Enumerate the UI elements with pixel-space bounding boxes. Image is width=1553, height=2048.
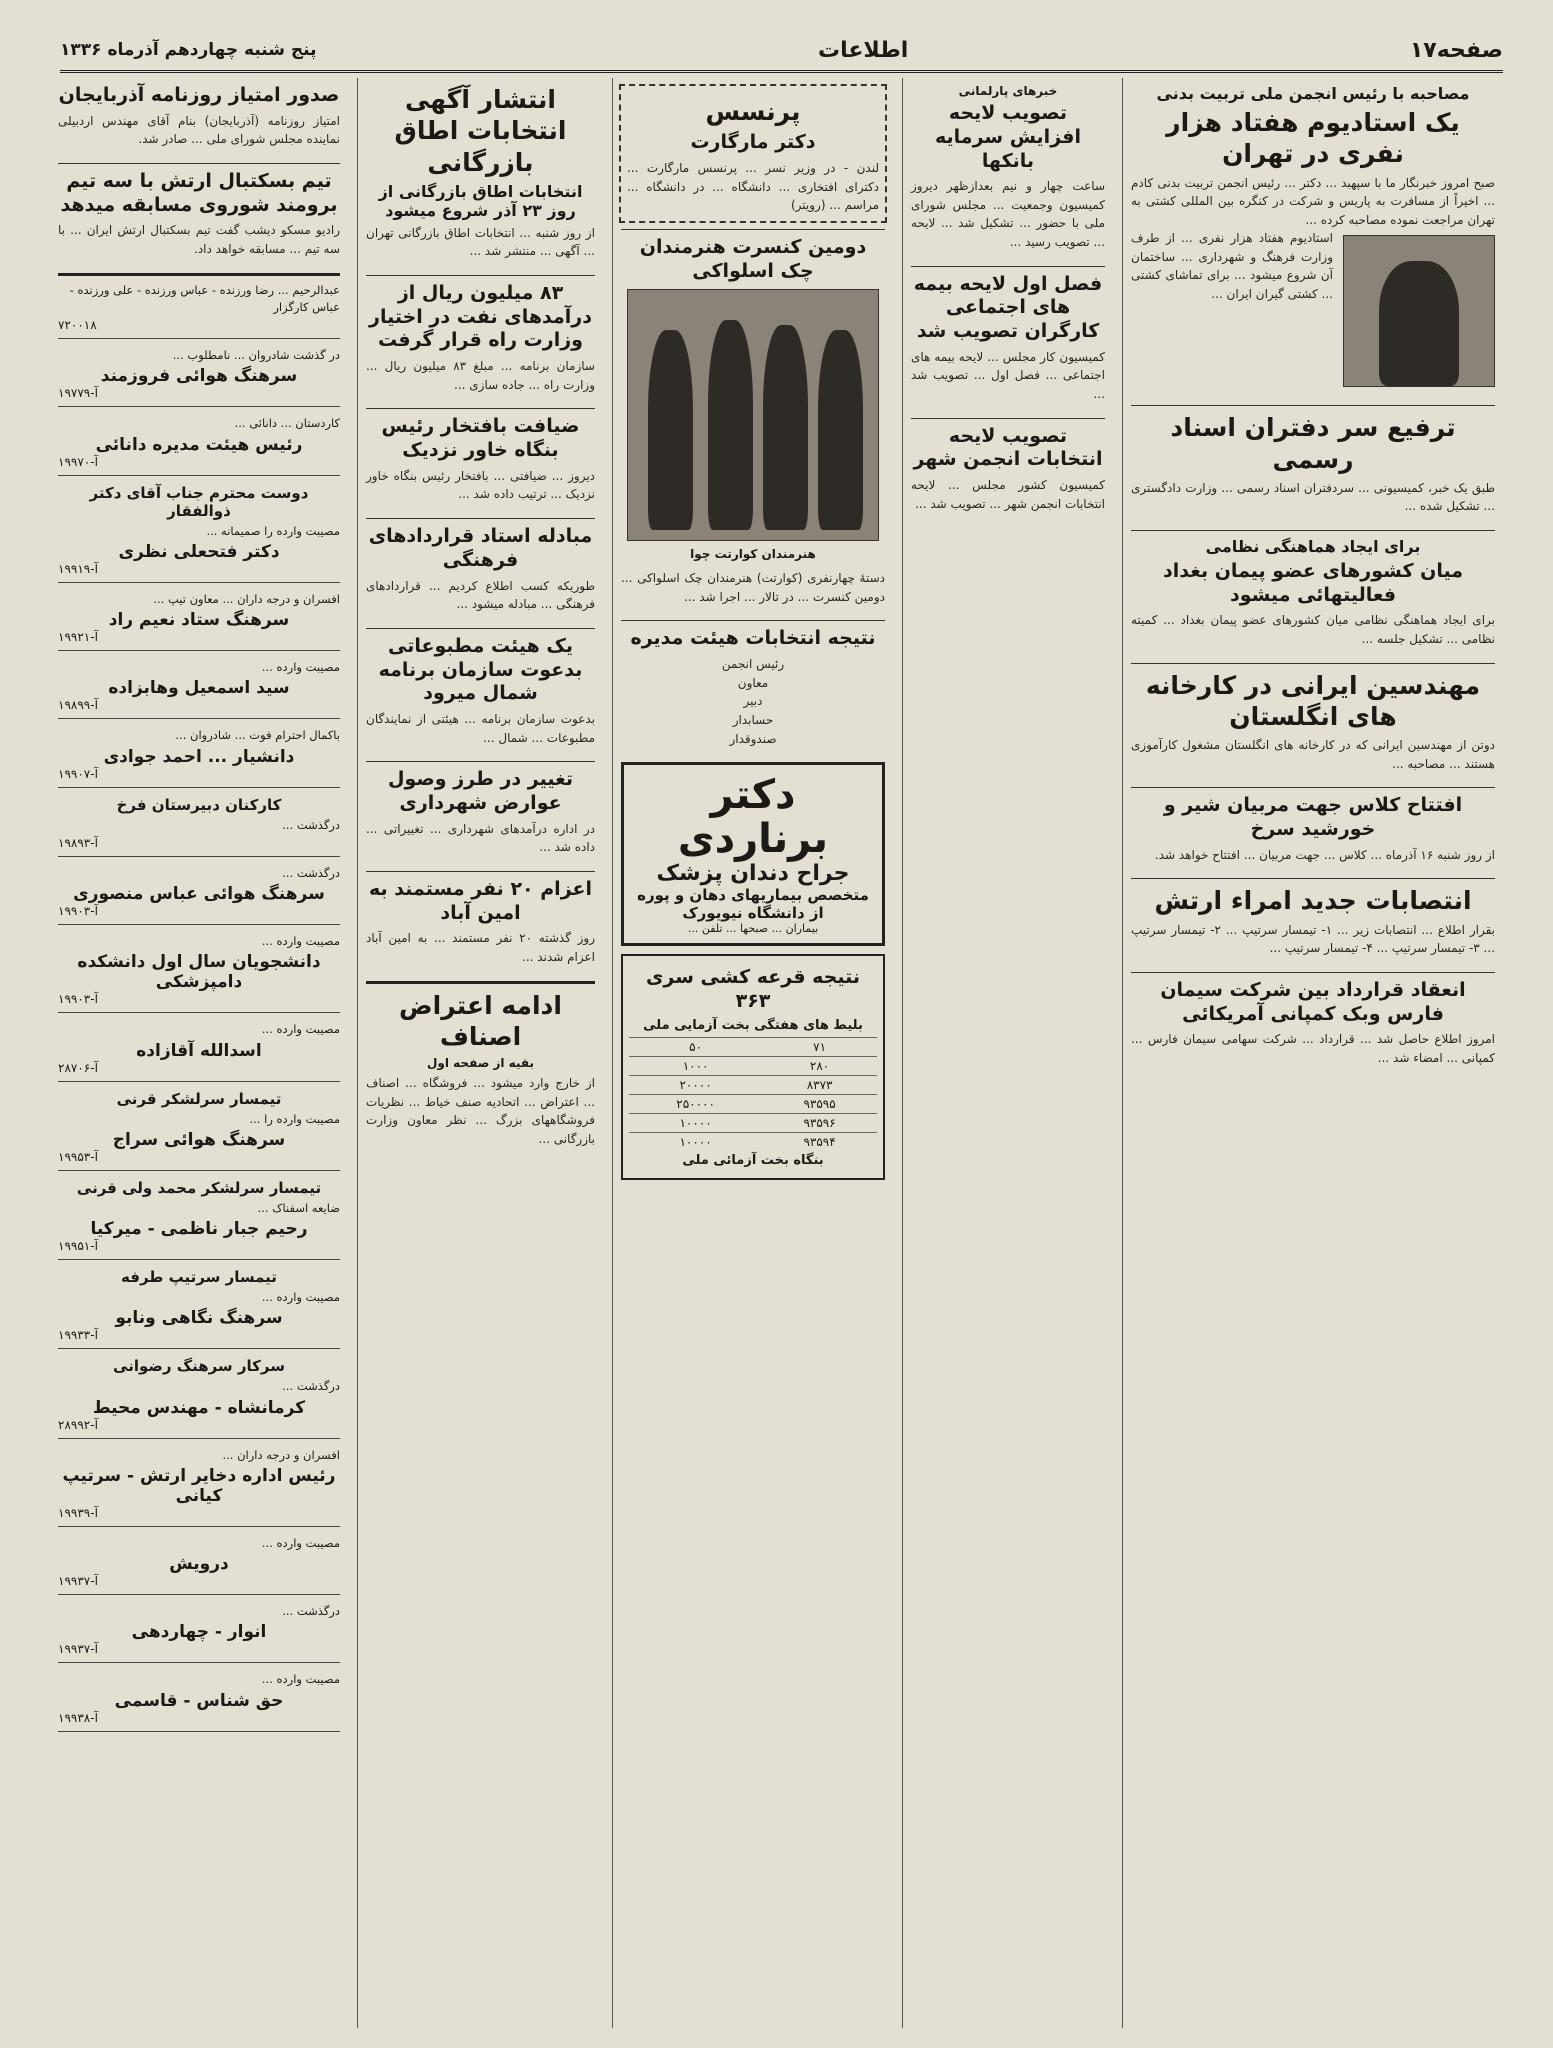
- condolence-notice: [58, 933, 340, 1013]
- condolence-notice: [58, 1090, 340, 1171]
- condolence-notice: [58, 591, 340, 651]
- notice-signature: رحیم جبار ناظمی - میرکیا: [90, 1219, 308, 1240]
- notice-title: تیمسار سرلشکر محمد ولی قرنی: [76, 1178, 322, 1197]
- number-cell: ۲۸۰: [762, 1056, 877, 1075]
- article-headline: یک استادیوم هفتاد هزار نفری در تهران: [1166, 108, 1460, 169]
- article-stadium: [1131, 84, 1495, 391]
- ad-name: دکتر برناردی: [677, 772, 829, 863]
- notice-signature: انوار - چهاردهی: [131, 1622, 267, 1643]
- photo-caption: هنرمندان کوارتت چوا: [690, 547, 816, 562]
- article-headline: تصویب لایحه افزایش سرمایه بانکها: [935, 102, 1081, 172]
- table-row: [629, 1132, 877, 1151]
- notice-title: کارکنان دبیرستان فرخ: [116, 795, 282, 814]
- number-cell: ۸۳۷۳: [762, 1075, 877, 1094]
- notice-title: تیمسار سرتیپ طرفه: [121, 1268, 277, 1287]
- notice-text: مصیبت وارده ...: [261, 1290, 340, 1305]
- article-body: سازمان برنامه ... مبلغ ۸۳ میلیون ریال ... وزارت راه ... جاده سازی ...: [366, 359, 595, 392]
- notice-title: دوست محترم جناب آقای دکتر ذوالفقار: [89, 483, 309, 520]
- condolence-notice: [58, 865, 340, 925]
- article-headline: میان کشورهای عضو پیمان بغداد فعالیتهائی میشود: [1163, 559, 1463, 606]
- board-role: رئیس انجمن: [721, 657, 785, 672]
- article-headline: تیم بسکتبال ارتش با سه تیم برومند شوروی مسابقه میدهد: [60, 169, 338, 216]
- article-headline: ضیافت بافتخار رئیس بنگاه خاور نزدیک: [381, 415, 580, 462]
- notice-text: عبدالرحیم ... رضا ورزنده - عباس ورزنده - علی ورزنده - عباس کارگزار: [69, 282, 340, 314]
- notice-signature: حق شناس - قاسمی: [114, 1690, 284, 1711]
- article-body: برای ایجاد هماهنگی نظامی میان کشورهای عضو پیمان بغداد ... کمیته نظامی ... تشکیل جلسه ...: [1131, 613, 1495, 647]
- notice-text: افسران و درجه داران ...: [222, 1447, 340, 1462]
- article-body: از خارج وارد میشود ... فروشگاه ... اصناف ... اعتراض ... اتحادیه صنف خیاط ... نظریات فروشگاههای بزرگ ... نظر معاون وزارت بازرگانی ...: [366, 1076, 595, 1146]
- article-body: امروز اطلاع حاصل شد ... قرارداد ... شرکت سهامی سیمان فارس ... کمپانی ... امضاء شد ...: [1131, 1032, 1495, 1065]
- article-body-continued: استادیوم هفتاد هزار نفری ... از طرف وزارت فرهنگ و شهرداری ... ساختمان آن شروع میشود ... برای تماشای کشتی ... کشتی گیران ایران ...: [1131, 231, 1333, 302]
- number-cell: ۹۳۵۹۵: [762, 1094, 877, 1113]
- notice-text: مصیبت وارده ...: [261, 1535, 340, 1550]
- table-row: [629, 1113, 877, 1132]
- quartet-photo: [627, 289, 879, 541]
- notice-text: مصیبت وارده ...: [261, 934, 340, 949]
- article-body: طبق یک خبر، کمیسیونی ... سردفتران اسناد رسمی ... وزارت دادگستری ... تشکیل شده ...: [1131, 480, 1495, 514]
- article-body: دیروز ... ضیافتی ... بافتخار رئیس بنگاه خاور نزدیک ... ترتیب داده شد ...: [366, 468, 595, 502]
- notice-code: آ-۱۹۹۰۷: [58, 766, 98, 781]
- article-social-insurance: [911, 273, 1105, 404]
- article-municipal-tolls: [366, 768, 595, 857]
- lottery-headline: نتیجه قرعه کشی سری ۳۶۳: [646, 966, 860, 1012]
- article-kicker: مصاحبه با رئیس انجمن ملی تربیت بدنی: [1156, 84, 1470, 103]
- prize-cell: ۱۰۰۰۰: [629, 1113, 762, 1132]
- notice-code: آ-۱۹۹۳۳: [58, 1328, 98, 1343]
- paper-name: اطلاعات: [817, 37, 909, 63]
- notice-code: آ-۲۸۹۹۲: [58, 1417, 98, 1432]
- number-cell: ۹۳۵۹۴: [762, 1132, 877, 1151]
- condolence-notice: [58, 1447, 340, 1527]
- column-5: [50, 78, 348, 2028]
- board-role: حسابدار: [732, 713, 774, 727]
- article-princess-margaret: [619, 84, 887, 223]
- article-basketball: [58, 170, 340, 259]
- article-body: دستهٔ چهارنفری (کوارتت) هنرمندان چک اسلواکی ... دومین کنسرت ... در تالار ... اجرا شد ...: [621, 571, 885, 604]
- notice-code: آ-۱۹۹۳۸: [58, 1710, 98, 1725]
- article-body: روز گذشته ۲۰ نفر مستمند ... به امین آباد اعزام شدند ...: [366, 931, 596, 964]
- board-role: دبیر: [743, 694, 763, 709]
- notice-code: آ-۱۹۹۰۳: [58, 992, 98, 1007]
- board-role: صندوقدار: [729, 731, 777, 746]
- prize-cell: ۵۰: [629, 1037, 762, 1056]
- notice-signature: دانشجویان سال اول دانشکده دامپزشکی: [77, 952, 321, 993]
- column-4: [357, 78, 603, 2028]
- article-chamber-election: [366, 84, 595, 261]
- notice-code: آ-۱۹۸۹۳: [58, 835, 98, 850]
- table-row: [629, 1037, 877, 1056]
- lottery-table: [629, 1037, 877, 1151]
- notice-text: افسران و درجه داران ... معاون تیپ ...: [153, 591, 340, 606]
- article-amin-abad: [366, 878, 595, 967]
- notice-signature: اسدالله آقازاده: [136, 1040, 262, 1061]
- prize-cell: ۱۰۰۰۰: [629, 1132, 762, 1151]
- lottery-footer: بنگاه بخت آزمائی ملی: [682, 1152, 824, 1168]
- article-body: لندن - در وزیر نسر ... پرنسس مارگارت ... دکترای افتخاری ... دانشگاه ... در دانشگاه ... مراسم ... (رویتر): [627, 161, 879, 213]
- column-2: [902, 78, 1113, 2028]
- ad-title: جراح دندان پزشک: [656, 861, 850, 887]
- article-body: از روز شنبه ۱۶ آذرماه ... کلاس ... جهت مربیان ... افتتاح خواهد شد.: [1154, 847, 1495, 862]
- notice-signature: دانشیار ... احمد جوادی: [103, 746, 295, 767]
- notice-signature: سرهنگ هوائی سراج: [112, 1129, 286, 1150]
- article-press-delegation: [366, 635, 595, 747]
- condolence-notice: [58, 415, 340, 475]
- notice-signature: سرهنگ نگاهی ونابو: [115, 1308, 283, 1329]
- condolence-notice: [58, 1357, 340, 1438]
- notice-code: آ-۲۸۷۰۶: [58, 1060, 98, 1075]
- column-3: [612, 78, 893, 2028]
- notice-signature: رئیس اداره دخایر ارتش - سرتیپ کیانی: [62, 1465, 336, 1506]
- article-red-lion-class: [1131, 794, 1495, 864]
- notice-title: تیمسار سرلشکر قرنی: [116, 1089, 282, 1108]
- notice-signature: کرمانشاه - مهندس محیط: [92, 1397, 306, 1418]
- lottery-results: [621, 954, 885, 1180]
- notice-code: آ-۱۹۹۵۱: [58, 1239, 98, 1254]
- prize-cell: ۲۵۰۰۰۰: [629, 1094, 762, 1113]
- article-newspaper-license: [58, 84, 340, 149]
- article-body: در اداره درآمدهای شهرداری ... تغییراتی ... داده شد ...: [366, 821, 595, 855]
- article-continued-from: بقیه از صفحه اول: [426, 1056, 534, 1071]
- article-bank-capital: [911, 84, 1105, 252]
- condolence-notice: [58, 282, 340, 340]
- notice-text: مصیبت وارده را صمیمانه ...: [206, 523, 340, 538]
- notice-text: درگذشت ...: [282, 817, 340, 832]
- article-oil-revenue: [366, 282, 595, 394]
- notice-signature: رئیس هیئت مدیره دانائی: [95, 434, 303, 455]
- notice-signature: سرهنگ هوائی فروزمند: [100, 366, 298, 387]
- issue-date: پنج شنبه چهاردهم آذرماه ۱۳۳۶: [60, 40, 317, 60]
- condolence-notice: [58, 727, 340, 787]
- article-czech-concert: [621, 236, 885, 607]
- notice-code: آ-۱۹۹۲۱: [58, 630, 98, 645]
- condolence-notice: [58, 1179, 340, 1260]
- article-headline: مبادله استاد قراردادهای فرهنگی: [368, 525, 593, 571]
- article-body: طوریکه کسب اطلاع کردیم ... قراردادهای فرهنگی ... مبادله میشود ...: [366, 578, 595, 612]
- notice-signature: دکتر فتحعلی نظری: [118, 541, 280, 562]
- article-headline: اعزام ۲۰ نفر مستمند به امین آباد: [368, 877, 593, 924]
- condolence-notice: [58, 1671, 340, 1731]
- article-headline: نتیجه انتخابات هیئت مدیره: [630, 627, 876, 650]
- article-kicker: برای ایجاد هماهنگی نظامی: [1205, 536, 1421, 556]
- condolence-notice: [58, 1603, 340, 1663]
- notice-code: آ-۱۹۹۳۷: [58, 1642, 98, 1657]
- article-headline: تغییر در طرز وصول عوارض شهرداری: [388, 768, 573, 814]
- notice-text: ضایعه اسفناک ...: [257, 1200, 340, 1215]
- table-row: [629, 1075, 877, 1094]
- prize-cell: ۱۰۰۰: [629, 1056, 762, 1075]
- article-guild-protest: [366, 990, 595, 1149]
- notice-code: آ-۱۹۹۵۳: [58, 1149, 98, 1164]
- condolence-notice: [58, 347, 340, 407]
- ad-hours: بیماران ... صبحها ... تلفن ...: [687, 922, 819, 936]
- article-army-appointments: [1131, 885, 1495, 957]
- article-headline: فصل اول لایحه بیمه های اجتماعی کارگران تصویب شد: [913, 272, 1103, 343]
- condolence-notice: [58, 1535, 340, 1595]
- article-banquet: [366, 415, 595, 504]
- notice-text: کاردستان ... دانائی ...: [234, 416, 340, 431]
- ad-specialty: متخصص بیماریهای دهان و پوره: [637, 886, 869, 905]
- article-body: بدعوت سازمان برنامه ... هیئتی از نمایندگان مطبوعات ... شمال ...: [366, 712, 595, 745]
- portrait-photo: [1343, 235, 1495, 387]
- masthead: [60, 30, 1503, 73]
- notice-signature: درویش: [169, 1554, 229, 1575]
- notice-signature: سید اسمعیل وهابزاده: [108, 678, 290, 699]
- notice-code: آ-۱۹۹۳۷: [58, 1574, 98, 1589]
- article-board-election: [621, 627, 885, 748]
- notice-code: آ-۱۹۸۹۹: [58, 698, 98, 713]
- article-headline: افتتاح کلاس جهت مربیان شیر و خورشید سرخ: [1163, 794, 1463, 841]
- article-body: امتیاز روزنامه (آذربایجان) بنام آقای مهندس اردبیلی نماینده مجلس شورای ملی ... صادر شد.: [58, 113, 340, 147]
- article-body: بقرار اطلاع ... انتصابات زیر ... ۱- تیمسار سرتیپ ... ۲- تیمسار سرتیپ ... ۳- تیمسار سرتیپ ... ۴- تیمسار سرتیپ ...: [1131, 922, 1496, 956]
- article-headline: ۸۳ میلیون ریال از درآمدهای نفت در اختیار وزارت راه قرار گرفت: [369, 281, 592, 352]
- article-engineers: [1131, 670, 1495, 774]
- notice-signature: سرهنگ هوائی عباس منصوری: [73, 884, 325, 905]
- article-headline: صدور امتیاز روزنامه آذربایجان: [58, 84, 340, 106]
- condolence-notice: [58, 659, 340, 719]
- condolence-notice: [58, 796, 340, 857]
- article-city-council: [911, 425, 1105, 514]
- article-subheadline: دکتر مارگارت: [690, 131, 816, 154]
- number-cell: ۹۳۵۹۶: [762, 1113, 877, 1132]
- article-body: کمیسیون کار مجلس ... لایحه بیمه های اجتماعی ... فصل اول ... تصویب شد ...: [911, 349, 1105, 402]
- article-body: صبح امروز خبرنگار ما با سپهبد ... دکتر ... رئیس انجمن تربیت بدنی کادم ... اخیراً از مسافرت به پاریس و شرکت در کنگره بین المللی کشتی به تهران مراجعت نموده مصاحبه کرده ...: [1131, 175, 1495, 227]
- notice-code: آ-۱۹۹۳۹: [58, 1505, 98, 1520]
- notice-code: آ-۱۹۹۰۳: [58, 904, 98, 919]
- notice-code: آ-۱۹۷۷۹: [58, 386, 98, 401]
- notice-text: مصیبت وارده ...: [261, 660, 340, 675]
- article-headline: یک هیئت مطبوعاتی بدعوت سازمان برنامه شمال میرود: [378, 634, 583, 705]
- condolence-notice: [58, 484, 340, 583]
- table-row: [629, 1056, 877, 1075]
- notice-title: سرکار سرهنگ رضوانی: [113, 1357, 285, 1376]
- notice-text: مصیبت وارده ...: [261, 1672, 340, 1687]
- article-body: رادیو مسکو دیشب گفت تیم بسکتبال ارتش ایران ... با سه تیم ... مسابقه خواهد داد.: [58, 223, 340, 257]
- section-kicker: خبرهای پارلمانی: [958, 84, 1058, 98]
- notice-code: ۷۲۰۰۱۸: [58, 318, 97, 333]
- article-body: ساعت چهار و نیم بعدازظهر دیروز کمیسیون وجمعیت ... مجلس شورای ملی با حضور ... تشکیل شد ... لایحه ... تصویب رسید ...: [911, 179, 1105, 250]
- article-cement-contract: [1131, 979, 1495, 1068]
- article-body: دوتن از مهندسین ایرانی که در کارخانه های انگلستان مشغول کارآموزی هستند ... مصاحبه ...: [1131, 738, 1495, 771]
- column-1: [1122, 78, 1503, 2028]
- article-headline: مهندسین ایرانی در کارخانه های انگلستان: [1145, 670, 1481, 731]
- prize-cell: ۲۰۰۰۰: [629, 1075, 762, 1094]
- article-headline: ادامه اعتراض اصناف: [399, 990, 562, 1051]
- notice-text: درگذشت ...: [282, 1379, 340, 1394]
- article-headline: انتشار آگهی انتخابات اطاق بازرگانی: [394, 85, 567, 177]
- article-headline: انتصابات جدید امراء ارتش: [1154, 886, 1472, 916]
- article-body: از روز شنبه ... انتخابات اطاق بازرگانی تهران ... آگهی ... منتشر شد ...: [366, 225, 595, 259]
- table-row: [629, 1094, 877, 1113]
- article-headline: تصویب لایحه انتخابات انجمن شهر: [913, 424, 1103, 471]
- article-body: کمیسیون کشور مجلس ... لایحه انتخابات انجمن شهر ... تصویب شد ...: [911, 478, 1105, 511]
- board-list: [621, 655, 885, 748]
- article-baghdad-pact: [1131, 537, 1495, 649]
- condolence-notice: [58, 1021, 340, 1081]
- article-subheadline: انتخابات اطاق بازرگانی از روز ۲۳ آذر شروع میشود: [378, 181, 583, 220]
- notice-text: مصیبت وارده را ...: [249, 1111, 340, 1126]
- board-role: معاون: [737, 675, 769, 690]
- notice-signature: سرهنگ ستاد نعیم راد: [108, 610, 290, 631]
- notice-text: باکمال احترام فوت ... شادروان ...: [175, 728, 340, 743]
- notice-text: در گذشت شادروان ... نامطلوب ...: [172, 348, 340, 363]
- dentist-ad: [621, 762, 885, 946]
- lottery-subheadline: بلیط های هفتگی بخت آزمایی ملی: [643, 1017, 863, 1033]
- article-headline: پرنسس: [705, 97, 801, 126]
- article-headline: انعقاد قرارداد بین شرکت سیمان فارس وبک کمپانی آمریکائی: [1160, 978, 1466, 1025]
- notice-code: آ-۱۹۹۷۰: [58, 454, 98, 469]
- article-headline: ترفیع سر دفتران اسناد رسمی: [1170, 413, 1456, 474]
- number-cell: ۷۱: [762, 1037, 877, 1056]
- article-notaries: [1131, 412, 1495, 516]
- notice-code: آ-۱۹۹۱۹: [58, 561, 98, 576]
- notice-text: درگذشت ...: [282, 865, 340, 880]
- page-number: صفحه۱۷: [1409, 37, 1503, 63]
- notice-text: مصیبت وارده ...: [261, 1022, 340, 1037]
- notice-text: درگذشت ...: [282, 1604, 340, 1619]
- article-headline: دومین کنسرت هنرمندان چک اسلواکی: [639, 235, 867, 282]
- article-cultural-agreements: [366, 525, 595, 614]
- ad-university: از دانشگاه نیویورک: [682, 904, 824, 923]
- condolence-notice: [58, 1268, 340, 1349]
